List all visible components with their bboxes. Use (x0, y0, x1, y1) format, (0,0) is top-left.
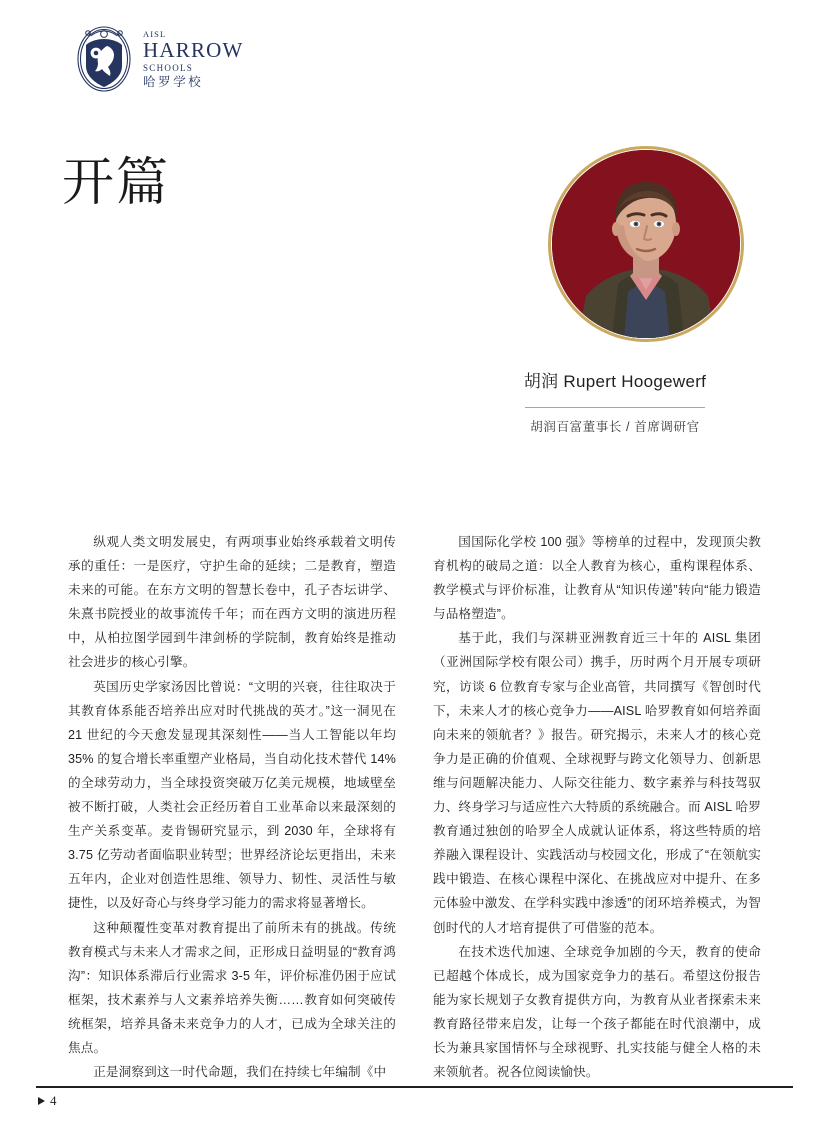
column-right (433, 530, 761, 1084)
byline-divider (525, 407, 705, 409)
harrow-crest-icon (76, 26, 132, 92)
page-footer (38, 1094, 57, 1107)
brand-aisl: AISL (143, 28, 167, 39)
author-role: 胡润百富董事长 / 首席调研官 (530, 420, 700, 435)
page-title: 开篇 (62, 155, 171, 212)
brand-masthead (76, 26, 244, 92)
brand-wordmark (143, 28, 244, 90)
author-portrait (548, 146, 744, 342)
paragraph: 国国际化学校 100 强》等榜单的过程中，发现顶尖教育机构的破局之道：以全人教育为核心，重构课程体系、教学模式与评价标准，让教育从“知识传递”转向“能力锻造与品格塑造”。 (433, 535, 761, 622)
triangle-right-icon (38, 1097, 45, 1105)
paragraph: 英国历史学家汤因比曾说：“文明的兴衰，往往取决于其教育体系能否培养出应对时代挑战的英才。”这一洞见在 21 世纪的今天愈发显现其深刻性——当人工智能以年均 35% 的复合增长率重塑产业格局，当自动化技术替代 14% 的全球劳动力，当全球投资突破万亿美元规模，地域壁垒被不断打破，人类社会正经历着自工业革命以来最深刻的生产关系变革。麦肯锡研究显示，到 2030 年，全球将有 3.75 亿劳动者面临职业转型；世界经济论坛更指出，未来五年内，企业对创造性思维、领导力、韧性、灵活性与敏捷性，以及好奇心与终身学习能力的需求将显著增长。 (68, 679, 396, 911)
paragraph: 在技术迭代加速、全球竞争加剧的今天，教育的使命已超越个体成长，成为国家竞争力的基石。希望这份报告能为家长规划子女教育提供方向，为教育从业者探索未来教育路径带来启发，让每一个孩子都能在时代浪潮中，成长为兼具家国情怀与全球视野、扎实技能与健全人格的未来领航者。祝各位阅读愉快。 (433, 944, 761, 1080)
byline (470, 370, 760, 437)
paragraph: 这种颠覆性变革对教育提出了前所未有的挑战。传统教育模式与未来人才需求之间，正形成日益明显的“教育鸿沟”：知识体系滞后行业需求 3-5 年，评价标准仍困于应试框架，技术素养与人文素养培养失衡……教育如何突破传统框架，培养具备未来竞争力的人才，已成为全球关注的焦点。 (68, 920, 396, 1055)
brand-harrow: HARROW (143, 38, 244, 63)
page-number: 4 (50, 1093, 57, 1108)
article-body (68, 530, 762, 1084)
column-left (68, 530, 396, 1084)
paragraph: 基于此，我们与深耕亚洲教育近三十年的 AISL 集团（亚洲国际学校有限公司）携手，历时两个月开展专项研究，访谈 6 位教育专家与企业高管，共同撰写《智创时代下，未来人才的核心竞争力——AISL 哈罗教育如何培养面向未来的领航者？》报告。研究揭示，未来人才的核心竞争力是正确的价值观、全球视野与跨文化领导力、创新思维与问题解决能力、人际交往能力、数字素养与科技驾驭力、终身学习与适应性六大特质的系统融合。而 AISL 哈罗教育通过独创的哈罗全人成就认证体系，将这些特质的培养融入课程设计、实践活动与校园文化，形成了“在领航实践中锻造、在核心课程中深化、在挑战应对中提升、在多元体验中激发、在学科实践中渗透”的闭环培养模式，为智创时代的人才培育提供了可借鉴的范本。 (433, 631, 761, 935)
footer-divider (36, 1086, 793, 1088)
brand-chinese-name: 哈罗学校 (143, 74, 204, 89)
paragraph: 纵观人类文明发展史，有两项事业始终承载着文明传承的重任：一是医疗，守护生命的延续；二是教育，塑造未来的可能。在东方文明的智慧长卷中，孔子杏坛讲学、朱熹书院授业的故事流传千年；而在西方文明的演进历程中，从柏拉图学园到牛津剑桥的学院制，教育始终是推动社会进步的核心引擎。 (68, 535, 396, 670)
paragraph: 正是洞察到这一时代命题，我们在持续七年编制《中 (93, 1065, 387, 1080)
brand-schools: SCHOOLS (143, 62, 194, 73)
portrait-ring (548, 146, 744, 342)
author-name: 胡润 Rupert Hoogewerf (523, 372, 707, 391)
